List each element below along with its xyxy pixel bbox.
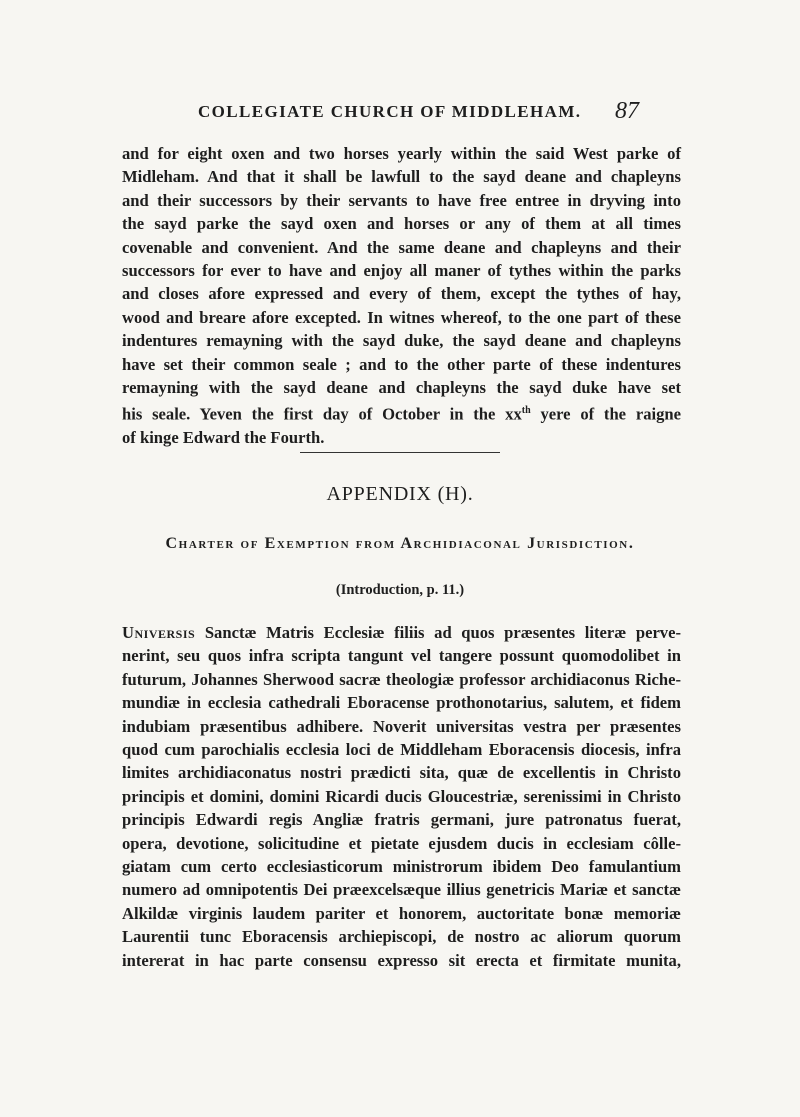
text-line: the sayd parke the sayd oxen and horses or any of them at all times — [122, 214, 681, 234]
text-line-first — [122, 621, 681, 644]
first-line-rest: Sanctæ Matris Ecclesiæ filiis ad quos præsentes literæ perve- — [195, 623, 681, 642]
text-line-last: of kinge Edward the Fourth. — [122, 428, 325, 448]
text-line: wood and breare afore excepted. In witnes whereof, to the one part of these — [122, 307, 681, 327]
text-line: numero ad omnipotentis Dei præexcelsæque illius genetricis Mariæ et sanctæ — [122, 880, 681, 900]
ordinal-superscript: th — [521, 405, 531, 417]
date-text-end: yere of the raigne — [530, 405, 681, 424]
running-title: COLLEGIATE CHURCH OF MIDDLEHAM. — [198, 102, 582, 121]
text-line: nerint, seu quos infra scripta tangunt vel tangere possunt quomodolibet in — [122, 646, 681, 666]
text-line: successors for ever to have and enjoy all maner of tythes within the parks — [122, 261, 681, 281]
introduction-reference: (Introduction, p. 11.) — [335, 582, 465, 598]
text-line: and for eight oxen and two horses yearly within the said West parke of — [122, 144, 681, 163]
text-line: have set their common seale ; and to the other parte of these indentures — [122, 354, 681, 374]
appendix-title: APPENDIX (H). — [326, 483, 474, 505]
text-line: and their successors by their servants to have free entree in dryving into — [122, 190, 681, 210]
text-line: mundiæ in ecclesia cathedrali Eboracense prothonotarius, salutem, et fidem — [122, 693, 681, 713]
opening-word: Universis — [122, 623, 196, 642]
text-line: principis Edwardi regis Angliæ fratris germani, jure patronatus fuerat, — [122, 810, 681, 830]
text-line: giatam cum certo ecclesiasticorum ministrorum ibidem Deo famulantium — [122, 857, 681, 877]
section-divider — [300, 452, 500, 453]
text-line: covenable and convenient. And the same deane and chapleyns and their — [122, 237, 681, 257]
text-line-date — [122, 399, 681, 426]
text-line: indubiam præsentibus adhibere. Noverit universitas vestra per præsentes — [122, 716, 681, 736]
text-line: principis et domini, domini Ricardi ducis Gloucestriæ, serenissimi in Christo — [122, 786, 681, 806]
paragraph-charter-text — [122, 621, 681, 972]
text-line: remayning with the sayd deane and chapleyns the sayd duke have set — [122, 378, 681, 398]
text-line: opera, devotione, solicitudine et pietate ejusdem ducis in ecclesiam côlle- — [122, 833, 681, 853]
text-line: limites archidiaconatus nostri prædicti sita, quæ de excellentis in Christo — [122, 763, 681, 783]
page-header — [0, 98, 800, 128]
text-line: futurum, Johannes Sherwood sacræ theologiæ professor archidiaconus Riche- — [122, 669, 681, 689]
page-number: 87 — [615, 98, 639, 124]
text-line: Midleham. And that it shall be lawfull to the sayd deane and chapleyns — [122, 167, 681, 187]
text-line: indentures remayning with the sayd duke, the sayd deane and chapleyns — [122, 331, 681, 351]
text-line: quod cum parochialis ecclesia loci de Middleham Eboracensis diocesis, infra — [122, 740, 681, 760]
text-line: and closes afore expressed and every of them, except the tythes of hay, — [122, 284, 681, 304]
date-text: his seale. Yeven the first day of October in the xx — [122, 405, 522, 424]
text-line: Laurentii tunc Eboracensis archiepiscopi, de nostro ac aliorum quorum — [122, 927, 681, 947]
text-line: Alkildæ virginis laudem pariter et honorem, auctoritate bonæ memoriæ — [122, 903, 681, 923]
paragraph-indenture-conclusion — [122, 142, 681, 450]
text-line: intererat in hac parte consensu expresso sit erecta et firmitate munita, — [122, 950, 681, 970]
charter-title: Charter of Exemption from Archidiaconal Jurisdiction. — [165, 535, 635, 552]
